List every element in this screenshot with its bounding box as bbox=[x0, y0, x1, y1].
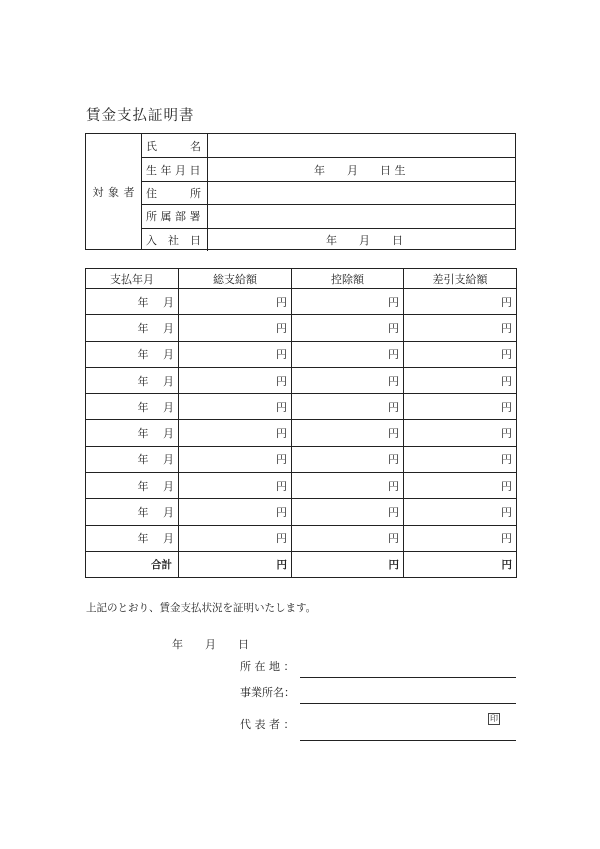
company-signature-line[interactable] bbox=[300, 703, 516, 704]
address-signature-line[interactable] bbox=[300, 677, 516, 678]
address-signature-label: 所 在 地 ： bbox=[240, 660, 295, 673]
payment-row bbox=[86, 315, 517, 341]
gross-cell[interactable]: 円 bbox=[179, 473, 292, 499]
issue-date[interactable]: 年 月 日 bbox=[172, 638, 249, 651]
month-label: 月 bbox=[163, 453, 174, 467]
month-label: 月 bbox=[163, 295, 174, 309]
gross-cell[interactable]: 円 bbox=[179, 420, 292, 446]
subject-row-birthdate bbox=[142, 157, 515, 180]
subject-rows bbox=[142, 134, 515, 249]
payment-row bbox=[86, 394, 517, 420]
pay-month-cell[interactable] bbox=[86, 367, 179, 393]
month-label: 月 bbox=[163, 506, 174, 520]
total-gross[interactable]: 円 bbox=[179, 551, 292, 577]
deduction-cell[interactable]: 円 bbox=[292, 394, 404, 420]
gross-cell[interactable]: 円 bbox=[179, 499, 292, 525]
deduction-cell[interactable]: 円 bbox=[292, 289, 404, 315]
year-label: 年 bbox=[137, 427, 149, 441]
deduction-cell[interactable]: 円 bbox=[292, 499, 404, 525]
payment-header-row bbox=[86, 269, 517, 289]
representative-signature-label: 代 表 者 ： bbox=[240, 718, 295, 731]
month-label: 月 bbox=[163, 532, 174, 546]
hire-date-field[interactable]: 年 月 日 bbox=[326, 233, 403, 247]
representative-signature-line[interactable] bbox=[300, 740, 516, 741]
net-cell[interactable]: 円 bbox=[404, 341, 517, 367]
year-label: 年 bbox=[137, 321, 149, 335]
payment-row bbox=[86, 289, 517, 315]
year-label: 年 bbox=[137, 374, 149, 388]
net-cell[interactable]: 円 bbox=[404, 499, 517, 525]
page-title: 賃金支払証明書 bbox=[86, 108, 195, 124]
gross-cell[interactable]: 円 bbox=[179, 341, 292, 367]
gross-cell[interactable]: 円 bbox=[179, 446, 292, 472]
header-deduction: 控除額 bbox=[292, 269, 404, 289]
payment-row bbox=[86, 341, 517, 367]
pay-month-cell[interactable] bbox=[86, 446, 179, 472]
pay-month-cell[interactable] bbox=[86, 341, 179, 367]
year-label: 年 bbox=[137, 400, 149, 414]
payment-row bbox=[86, 446, 517, 472]
name-field[interactable] bbox=[208, 134, 515, 157]
total-row bbox=[86, 551, 517, 577]
month-label: 月 bbox=[163, 348, 174, 362]
net-cell[interactable]: 円 bbox=[404, 394, 517, 420]
gross-cell[interactable]: 円 bbox=[179, 315, 292, 341]
subject-group-label: 対 象 者 bbox=[86, 134, 142, 249]
total-net[interactable]: 円 bbox=[404, 551, 517, 577]
year-label: 年 bbox=[137, 532, 149, 546]
pay-month-cell[interactable] bbox=[86, 420, 179, 446]
address-field[interactable] bbox=[208, 182, 515, 204]
year-label: 年 bbox=[137, 348, 149, 362]
department-label: 所 属 部 署 bbox=[142, 205, 208, 227]
deduction-cell[interactable]: 円 bbox=[292, 446, 404, 472]
company-signature-label: 事業所名： bbox=[240, 686, 295, 699]
month-label: 月 bbox=[163, 321, 174, 335]
payment-row bbox=[86, 525, 517, 551]
pay-month-cell[interactable] bbox=[86, 289, 179, 315]
payment-row bbox=[86, 473, 517, 499]
subject-row-address bbox=[142, 181, 515, 204]
year-label: 年 bbox=[137, 479, 149, 493]
deduction-cell[interactable]: 円 bbox=[292, 341, 404, 367]
month-label: 月 bbox=[163, 374, 174, 388]
payment-row bbox=[86, 420, 517, 446]
subject-row-name bbox=[142, 134, 515, 157]
department-field[interactable] bbox=[208, 205, 515, 227]
deduction-cell[interactable]: 円 bbox=[292, 525, 404, 551]
birthdate-label: 生 年 月 日 bbox=[142, 158, 208, 180]
net-cell[interactable]: 円 bbox=[404, 289, 517, 315]
gross-cell[interactable]: 円 bbox=[179, 367, 292, 393]
total-deduction[interactable]: 円 bbox=[292, 551, 404, 577]
certification-statement: 上記のとおり、賃金支払状況を証明いたします。 bbox=[86, 602, 317, 614]
pay-month-cell[interactable] bbox=[86, 525, 179, 551]
header-pay-month: 支払年月 bbox=[86, 269, 179, 289]
gross-cell[interactable]: 円 bbox=[179, 525, 292, 551]
net-cell[interactable]: 円 bbox=[404, 473, 517, 499]
subject-row-department bbox=[142, 204, 515, 227]
year-label: 年 bbox=[137, 453, 149, 467]
name-label: 氏 名 bbox=[142, 134, 208, 157]
deduction-cell[interactable]: 円 bbox=[292, 367, 404, 393]
payment-row bbox=[86, 499, 517, 525]
payment-row bbox=[86, 367, 517, 393]
pay-month-cell[interactable] bbox=[86, 394, 179, 420]
subject-info-table bbox=[85, 133, 516, 250]
subject-row-hire-date bbox=[142, 228, 515, 251]
net-cell[interactable]: 円 bbox=[404, 420, 517, 446]
month-label: 月 bbox=[163, 400, 174, 414]
year-label: 年 bbox=[137, 295, 149, 309]
deduction-cell[interactable]: 円 bbox=[292, 473, 404, 499]
net-cell[interactable]: 円 bbox=[404, 525, 517, 551]
header-net: 差引支給額 bbox=[404, 269, 517, 289]
payment-table bbox=[85, 268, 517, 578]
pay-month-cell[interactable] bbox=[86, 499, 179, 525]
address-label: 住 所 bbox=[142, 182, 208, 204]
pay-month-cell[interactable] bbox=[86, 315, 179, 341]
pay-month-cell[interactable] bbox=[86, 473, 179, 499]
deduction-cell[interactable]: 円 bbox=[292, 420, 404, 446]
net-cell[interactable]: 円 bbox=[404, 367, 517, 393]
gross-cell[interactable]: 円 bbox=[179, 289, 292, 315]
gross-cell[interactable]: 円 bbox=[179, 394, 292, 420]
seal-icon: 印 bbox=[490, 714, 498, 723]
net-cell[interactable]: 円 bbox=[404, 315, 517, 341]
hire-date-label: 入 社 日 bbox=[142, 229, 208, 251]
net-cell[interactable]: 円 bbox=[404, 446, 517, 472]
year-label: 年 bbox=[137, 506, 149, 520]
month-label: 月 bbox=[163, 427, 174, 441]
birthdate-field[interactable]: 年 月 日 生 bbox=[314, 163, 406, 177]
header-gross: 総支給額 bbox=[179, 269, 292, 289]
deduction-cell[interactable]: 円 bbox=[292, 315, 404, 341]
month-label: 月 bbox=[163, 479, 174, 493]
total-label: 合計 bbox=[86, 551, 179, 577]
